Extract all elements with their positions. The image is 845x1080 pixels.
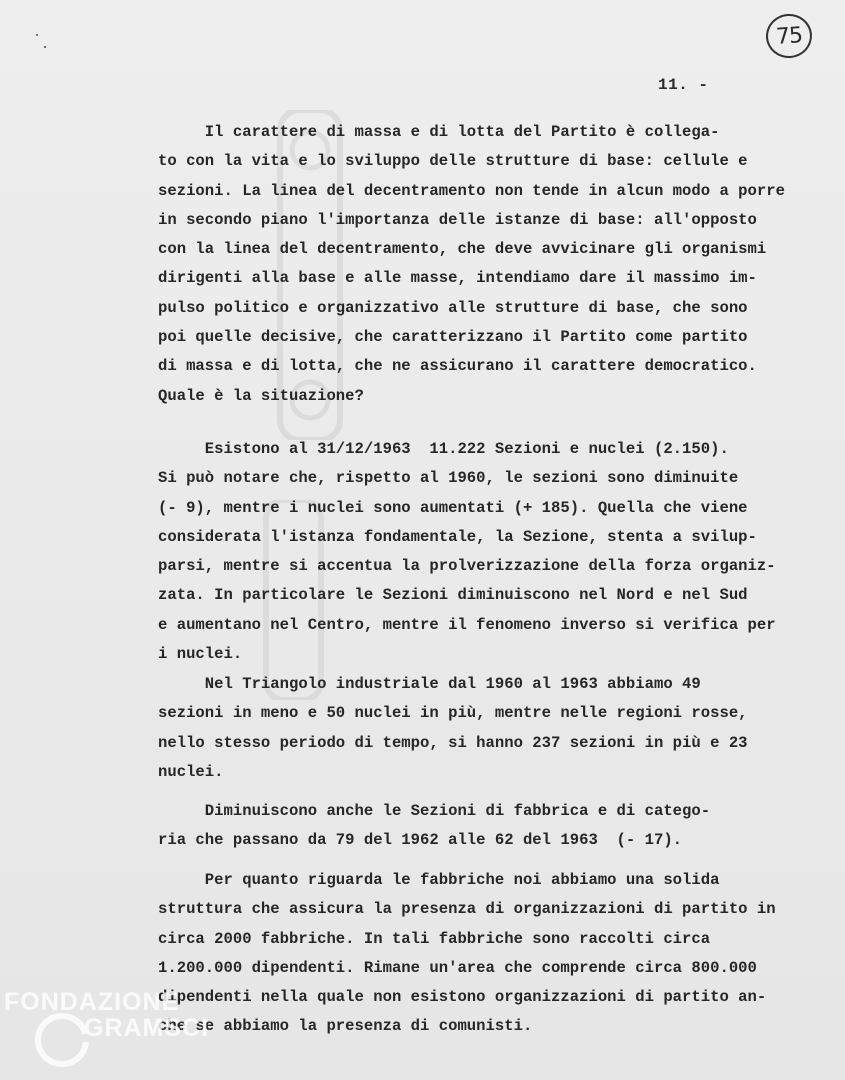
paragraph-2: Esistono al 31/12/1963 11.222 Sezioni e nuclei (2.150). Si può notare che, rispetto al 1960, le sezioni sono diminuite (- 9), mentre i nuclei sono aumentati (+ 185). Quella che viene considerata l'istanza fondamentale, la Sezione, stenta a svilup- parsi, mentre si accentua la prolverizzazione della forza organiz- zata. In particolare le Sezioni diminuiscono nel Nord e nel Sud e aumentano nel Centro, mentre il fenomeno inverso si verifica per i nuclei. [158, 440, 776, 664]
paragraph-3: Nel Triangolo industriale dal 1960 al 1963 abbiamo 49 sezioni in meno e 50 nuclei in più, mentre nelle regioni rosse, nello stesso periodo di tempo, si hanno 237 sezioni in più e 23 nuclei. [158, 675, 748, 781]
gramsci-logo-icon [32, 1010, 92, 1070]
paragraph-5: Per quanto riguarda le fabbriche noi abbiamo una solida struttura che assicura la presenza di organizzazioni di partito in circa 2000 fabbriche. In tali fabbriche sono raccolti circa 1.200.000 dipendenti. Rimane un'area che comprende circa 800.000 dipendenti nella quale non esistono organizzazioni di partito an- che se abbiamo la presenza di comunisti. [158, 871, 776, 1036]
logo-line-2: GRAMSCI [84, 1014, 210, 1042]
page-number: 11. - [658, 76, 709, 94]
archive-page-number: 75 [765, 12, 814, 59]
paragraph-4: Diminuiscono anche le Sezioni di fabbrica e di catego- ria che passano da 79 del 1962 alle 62 del 1963 (- 17). [158, 802, 711, 850]
logo-line-1: FONDAZIONE [4, 988, 180, 1016]
paragraph-1: Il carattere di massa e di lotta del Partito è collega- to con la vita e lo sviluppo delle strutture di base: cellule e sezioni. La linea del decentramento non tende in alcun modo a porre in secondo piano l'importanza delle istanze di base: all'opposto con la linea del decentramento, che deve avvicinare gli organismi dirigenti alla base e alle masse, intendiamo dare il massimo im- pulso politico e organizzativo alle strutture di base, che sono poi quelle decisive, che caratterizzano il Partito come partito di massa e di lotta, che ne assicurano il carattere democratico. Quale è la situazione? [158, 123, 785, 405]
ink-speck [36, 34, 38, 36]
fondazione-gramsci-logo [4, 988, 210, 1042]
ink-speck [44, 46, 46, 48]
